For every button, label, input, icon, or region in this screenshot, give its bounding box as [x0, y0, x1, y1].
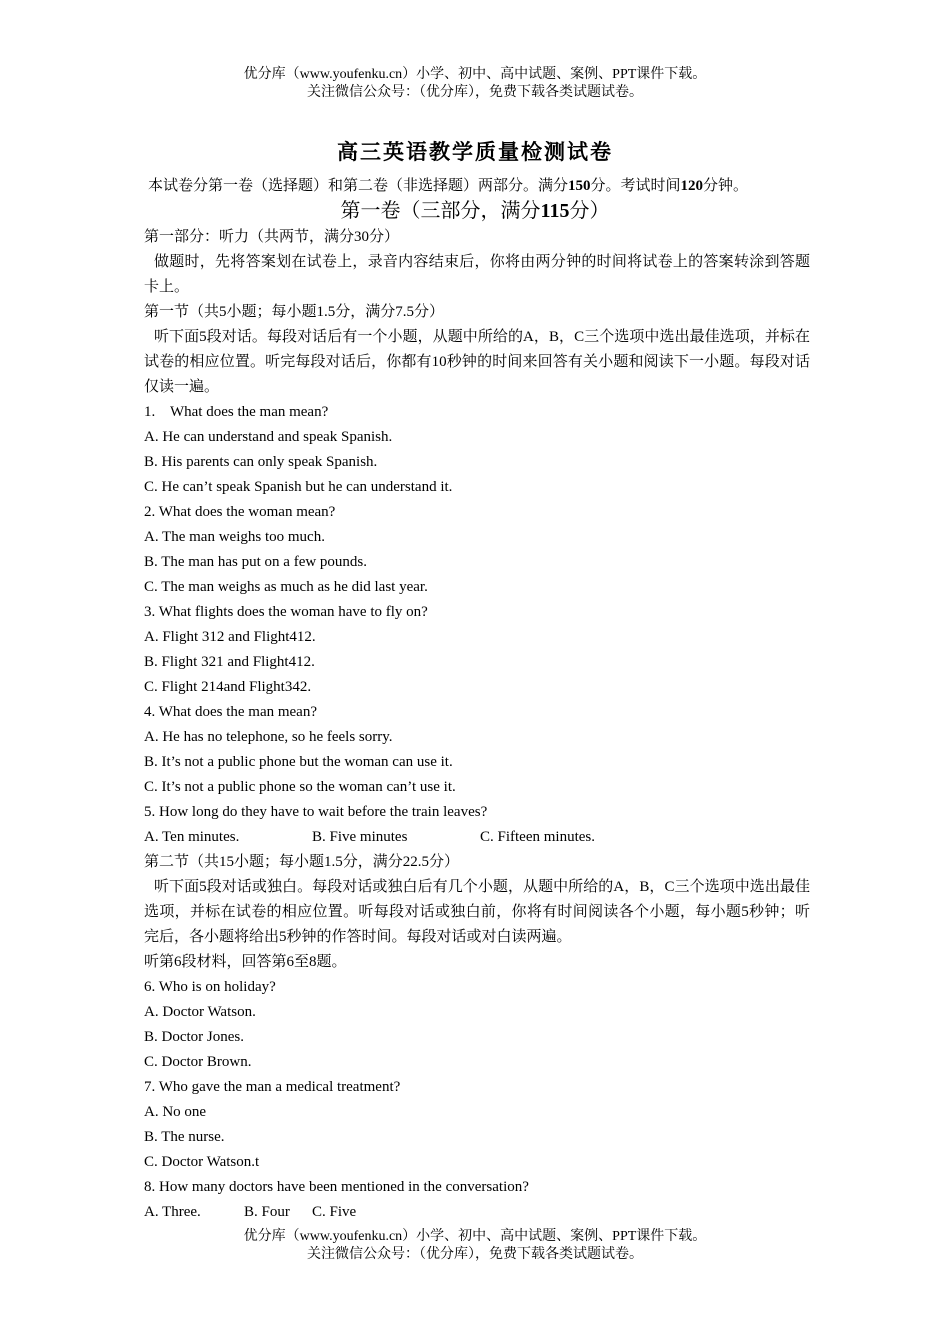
- question-2-option-a: A. The man weighs too much.: [144, 529, 325, 545]
- question-3-option-a: A. Flight 312 and Flight412.: [144, 629, 316, 645]
- question-7: 7. Who gave the man a medical treatment?: [144, 1079, 401, 1095]
- section2-heading: 第二节（共15小题；每小题1.5分，满分22.5分）: [144, 854, 460, 870]
- question-5-options: [144, 825, 810, 850]
- header-line-1: 优分库（www.youfenku.cn）小学、初中、高中试题、案例、PPT课件下载。: [243, 67, 707, 82]
- volume-heading: [0, 198, 950, 224]
- question-3: 3. What flights does the woman have to fly on?: [144, 604, 428, 620]
- exam-intro: [148, 176, 828, 196]
- question-1: 1. What does the man mean?: [144, 404, 329, 420]
- question-2: 2. What does the woman mean?: [144, 504, 336, 520]
- question-8-option-c: C. Five: [312, 1204, 357, 1220]
- part1-heading: 第一部分：听力（共两节，满分30分）: [144, 229, 400, 245]
- intro-text-2: 分。考试时间: [590, 178, 681, 194]
- footer-line-2: 关注微信公众号：（优分库），免费下载各类试题试卷。: [307, 1247, 643, 1262]
- intro-exam-time: 120: [680, 178, 704, 194]
- question-6-option-c: C. Doctor Brown.: [144, 1054, 252, 1070]
- question-8-options: [144, 1200, 810, 1225]
- question-3-option-b: B. Flight 321 and Flight412.: [144, 654, 315, 670]
- intro-text-3: 分钟。: [703, 178, 749, 194]
- question-4-option-c: C. It’s not a public phone so the woman can’t use it.: [144, 779, 456, 795]
- question-3-option-c: C. Flight 214and Flight342.: [144, 679, 312, 695]
- question-8-option-b: B. Four: [244, 1204, 290, 1220]
- exam-content: [144, 225, 810, 1225]
- volume-text-1: 第一卷（三部分，满分: [340, 200, 541, 222]
- question-5-option-a: A. Ten minutes.: [144, 829, 240, 845]
- question-5-option-b: B. Five minutes: [312, 829, 408, 845]
- question-6-option-b: B. Doctor Jones.: [144, 1029, 244, 1045]
- question-2-option-c: C. The man weighs as much as he did last year.: [144, 579, 428, 595]
- material-6-note: 听第6段材料，回答第6至8题。: [144, 954, 347, 970]
- question-4: 4. What does the man mean?: [144, 704, 317, 720]
- question-7-option-a: A. No one: [144, 1104, 207, 1120]
- question-7-option-c: C. Doctor Watson.t: [144, 1154, 260, 1170]
- question-7-option-b: B. The nurse.: [144, 1129, 225, 1145]
- part1-instruction: 做题时，先将答案划在试卷上，录音内容结束后，你将由两分钟的时间将试卷上的答案转涂到答题卡上。: [144, 254, 810, 295]
- question-8: 8. How many doctors have been mentioned in the conversation?: [144, 1179, 529, 1195]
- footer-line-1: 优分库（www.youfenku.cn）小学、初中、高中试题、案例、PPT课件下载。: [243, 1229, 707, 1244]
- intro-text-1: 本试卷分第一卷（选择题）和第二卷（非选择题）两部分。满分: [148, 178, 569, 194]
- intro-full-score: 150: [568, 178, 591, 194]
- question-4-option-b: B. It’s not a public phone but the woman can use it.: [144, 754, 453, 770]
- question-1-option-c: C. He can’t speak Spanish but he can understand it.: [144, 479, 453, 495]
- question-4-option-a: A. He has no telephone, so he feels sorry.: [144, 729, 393, 745]
- question-6-option-a: A. Doctor Watson.: [144, 1004, 256, 1020]
- question-5-option-c: C. Fifteen minutes.: [480, 829, 595, 845]
- exam-title: 高三英语教学质量检测试卷: [337, 139, 613, 164]
- question-1-option-b: B. His parents can only speak Spanish.: [144, 454, 378, 470]
- volume-score: 115: [540, 200, 570, 222]
- section1-heading: 第一节（共5小题；每小题1.5分，满分7.5分）: [144, 304, 445, 320]
- section2-instruction: 听下面5段对话或独白。每段对话或独白后有几个小题，从题中所给的A，B，C三个选项中选出最佳选项，并标在试卷的相应位置。听每段对话或独白前，你将有时间阅读各个小题，每小题5秒钟；听完后，各小题将给出5秒钟的作答时间。每段对话或对白读两遍。: [144, 879, 810, 945]
- question-5: 5. How long do they have to wait before the train leaves?: [144, 804, 488, 820]
- question-8-option-a: A. Three.: [144, 1204, 201, 1220]
- page-footer: [0, 1228, 950, 1264]
- question-1-option-a: A. He can understand and speak Spanish.: [144, 429, 393, 445]
- question-2-option-b: B. The man has put on a few pounds.: [144, 554, 368, 570]
- page-header: [0, 66, 950, 102]
- header-line-2: 关注微信公众号：（优分库），免费下载各类试题试卷。: [307, 85, 643, 100]
- section1-instruction: 听下面5段对话。每段对话后有一个小题，从题中所给的A，B，C三个选项中选出最佳选项，并标在试卷的相应位置。听完每段对话后，你都有10秒钟的时间来回答有关小题和阅读下一小题。每段对话仅读一遍。: [144, 329, 810, 395]
- volume-text-2: 分）: [569, 200, 610, 222]
- question-6: 6. Who is on holiday?: [144, 979, 276, 995]
